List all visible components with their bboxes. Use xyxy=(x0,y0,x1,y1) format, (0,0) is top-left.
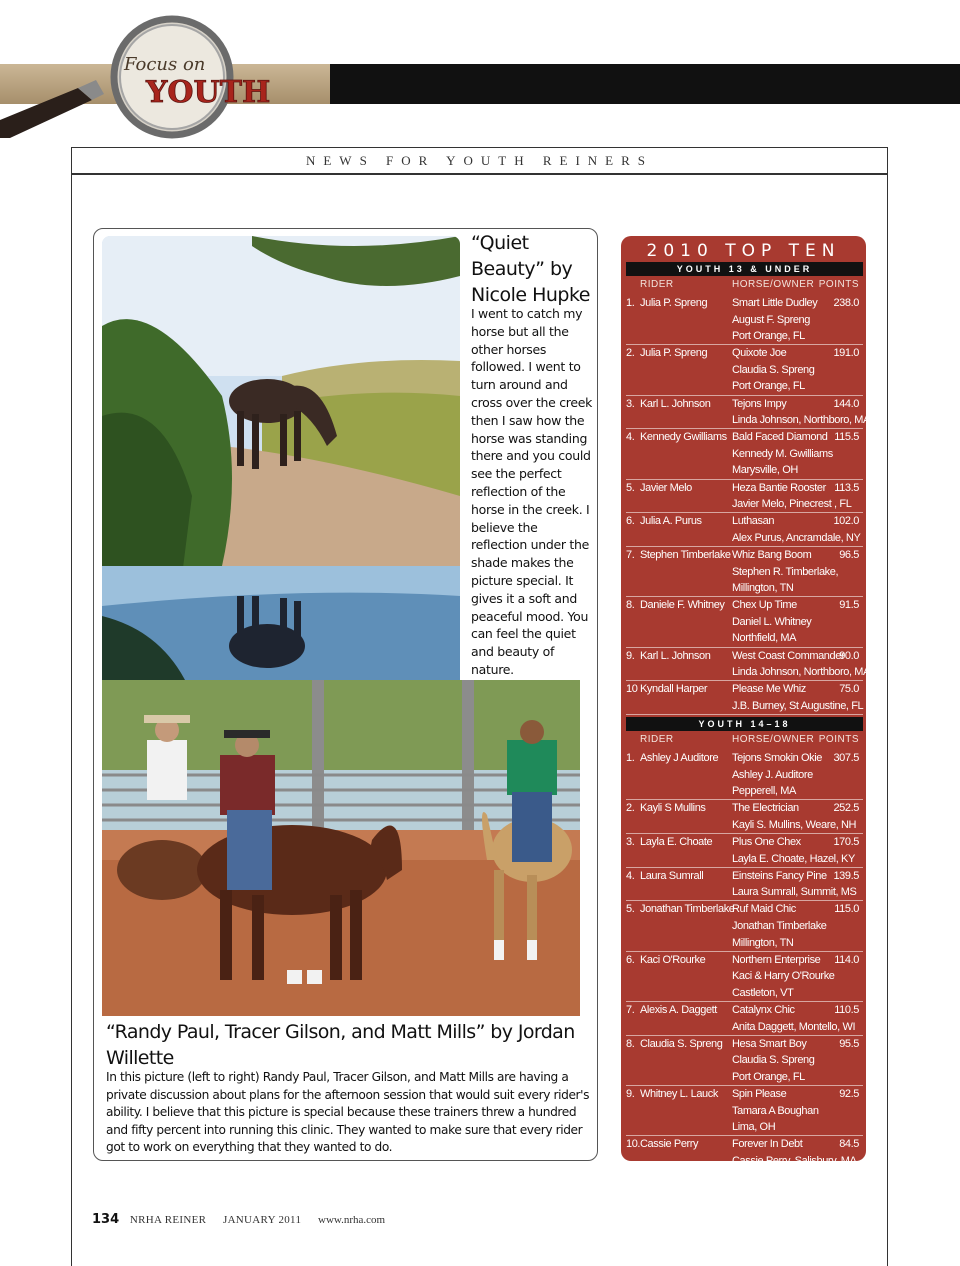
logo-main-text: YOUTH xyxy=(146,75,271,110)
standing-points: 191.0 xyxy=(833,347,859,360)
standing-rank: 6. xyxy=(626,515,635,528)
standing-rider: Ashley J Auditore xyxy=(640,752,719,764)
standing-rider: Julia P. Spreng xyxy=(640,347,708,360)
standing-horse: Luthasan xyxy=(732,515,775,528)
standing-owner-line: Anita Daggett, Montello, WI xyxy=(732,1020,856,1033)
story1-body: I went to catch my horse but all the other horses followed. I went to turn around and cross over the creek then I saw how the horse was standing there and you could see the perfect reflection of the horse in the creek. I believe the reflection under the shade makes the picture special. It gives it a soft and peaceful mood. You can feel the quiet and beauty of nature. xyxy=(471,306,593,677)
standing-owner-line: Layla E. Choate, Hazel, KY xyxy=(732,852,855,865)
frame-header-rule xyxy=(71,173,888,175)
column-points: POINTS xyxy=(818,279,859,290)
standing-owner-line: Alex Purus, Ancramdale, NY xyxy=(732,531,861,544)
standing-horse: Tejons Smokin Okie xyxy=(732,752,823,764)
standing-points: 115.0 xyxy=(834,903,859,916)
standing-row xyxy=(626,952,863,1002)
standing-owner-line: Kennedy M. Gwilliams xyxy=(732,447,833,460)
standing-row xyxy=(626,396,870,430)
standing-points: 91.5 xyxy=(839,599,859,612)
frame-top-rule xyxy=(71,147,888,148)
standing-row xyxy=(626,295,863,345)
standing-rank: 8. xyxy=(626,599,635,612)
standing-owner-line: Javier Melo, Pinecrest , FL xyxy=(732,498,852,511)
standing-horse: Tejons Impy xyxy=(732,397,787,410)
standing-rider: Julia A. Purus xyxy=(640,515,702,528)
standing-rider: Javier Melo xyxy=(640,481,692,494)
standing-row xyxy=(626,648,870,682)
standing-points: 75.0 xyxy=(839,683,859,696)
standing-row xyxy=(626,1036,863,1086)
top-ten-title: 2010 TOP TEN xyxy=(646,241,841,261)
standing-horse: Hesa Smart Boy xyxy=(732,1037,807,1050)
story2-body: In this picture (left to right) Randy Paul, Tracer Gilson, and Matt Mills are having a private discussion about plans for the afternoon session that would suit every rider's ability. I believe that this picture is special because these trainers threw a hundred and fifty percent into running this clinic. They wanted to make sure that every rider got to work on everything that they wanted to do. xyxy=(106,1070,590,1154)
standing-rider: Whitney L. Lauck xyxy=(640,1088,718,1100)
standing-horse: The Electrician xyxy=(732,802,799,815)
standing-owner-line: Marysville, OH xyxy=(732,464,798,477)
standing-rider: Layla E. Choate xyxy=(640,836,713,848)
standing-horse: Quixote Joe xyxy=(732,347,787,360)
standing-horse: Heza Bantie Rooster xyxy=(732,481,826,494)
standing-points: 144.0 xyxy=(833,397,859,410)
standing-rank: 1. xyxy=(626,297,635,309)
page-footer xyxy=(92,1212,385,1227)
standing-rider: Stephen Timberlake xyxy=(640,549,731,561)
standing-rank: 4. xyxy=(626,431,635,444)
standing-owner-line: Linda Johnson, Northboro, MA xyxy=(732,666,870,679)
standing-rank: 3. xyxy=(626,836,635,848)
standing-owner-line: Claudia S. Spreng xyxy=(732,1054,815,1067)
standing-row xyxy=(626,750,863,800)
standing-owner-line: Millington, TN xyxy=(732,936,794,949)
standing-owner-line: Daniel L. Whitney xyxy=(732,615,812,628)
standing-rider: Cassie Perry xyxy=(640,1138,699,1151)
standing-owner-line: Pepperell, MA xyxy=(732,785,796,798)
standing-points: 95.5 xyxy=(839,1037,859,1050)
standing-owner-line: Linda Johnson, Northboro, MA xyxy=(732,414,870,427)
standing-points: 102.0 xyxy=(833,515,859,528)
standing-rank: 2. xyxy=(626,802,635,815)
frame-right-rule xyxy=(887,147,888,1266)
standing-rank: 4. xyxy=(626,869,635,882)
standing-owner-line: Port Orange, FL xyxy=(732,380,805,393)
magazine-name: NRHA REINER xyxy=(129,1214,207,1226)
story2-title: “Randy Paul, Tracer Gilson, and Matt Mills” by Jordan Willette xyxy=(106,1021,575,1069)
standing-rank: 10. xyxy=(626,1138,641,1151)
standing-owner-line: Millington, TN xyxy=(732,582,794,595)
standing-points: 252.5 xyxy=(833,802,859,815)
column-horse-owner: HORSE/OWNER xyxy=(732,734,815,745)
standing-points: 113.5 xyxy=(834,481,859,494)
standing-rider: Daniele F. Whitney xyxy=(640,599,725,612)
photo-horse-at-creek xyxy=(102,236,460,728)
standing-owner-line: Cassie Perry, Salisbury, MA xyxy=(732,1154,857,1167)
photo-trainers-in-arena xyxy=(102,680,580,1016)
standing-owner-line: Port Orange, FL xyxy=(732,1070,805,1083)
standing-horse: Please Me Whiz xyxy=(732,683,806,696)
standing-row xyxy=(626,429,863,479)
standing-horse: Forever In Debt xyxy=(732,1138,803,1151)
standing-row xyxy=(626,800,863,834)
focus-on-youth-logo xyxy=(0,10,330,140)
frame-left-rule xyxy=(71,147,72,1266)
standing-points: 238.0 xyxy=(833,297,859,309)
standing-rider: Karl L. Johnson xyxy=(640,649,711,662)
standing-points: 170.5 xyxy=(833,836,859,848)
standing-owner-line: Port Orange, FL xyxy=(732,330,805,343)
standing-horse: Northern Enterprise xyxy=(732,953,821,966)
standing-points: 92.5 xyxy=(839,1088,859,1100)
logo-script-text: Focus on xyxy=(124,54,206,75)
standing-horse: West Coast Commander xyxy=(732,649,845,662)
standing-points: 110.5 xyxy=(834,1004,859,1016)
standing-owner-line: Stephen R. Timberlake, xyxy=(732,565,839,578)
division-header: YOUTH 13 & UNDER xyxy=(626,262,863,276)
column-rider: RIDER xyxy=(640,279,674,290)
standing-rank: 5. xyxy=(626,903,635,916)
standing-rider: Julia P. Spreng xyxy=(640,297,708,309)
standing-horse: Spin Please xyxy=(732,1088,787,1100)
standing-points: 90.0 xyxy=(839,649,859,662)
standing-owner-line: Claudia S. Spreng xyxy=(732,363,815,376)
standing-horse: Chex Up Time xyxy=(732,599,797,612)
standing-rank: 7. xyxy=(626,549,635,561)
standing-owner-line: Jonathan Timberlake xyxy=(732,919,827,932)
column-rider: RIDER xyxy=(640,734,674,745)
standing-rider: Laura Sumrall xyxy=(640,869,704,882)
issue-date: JANUARY 2011 xyxy=(222,1214,302,1226)
standing-rider: Kayli S Mullins xyxy=(640,802,706,815)
column-headers xyxy=(626,278,863,292)
standing-row xyxy=(626,513,863,547)
standing-rider: Alexis A. Daggett xyxy=(640,1004,717,1016)
standing-rider: Jonathan Timberlake xyxy=(640,903,735,916)
standing-points: 139.5 xyxy=(833,869,859,882)
standing-rank: 5. xyxy=(626,481,635,494)
standing-row xyxy=(626,345,863,395)
website-url: www.nrha.com xyxy=(318,1214,386,1226)
standing-points: 115.5 xyxy=(834,431,859,444)
standing-rank: 8. xyxy=(626,1037,635,1050)
standing-rank: 6. xyxy=(626,953,635,966)
column-headers xyxy=(626,733,863,747)
column-horse-owner: HORSE/OWNER xyxy=(732,279,815,290)
standing-row xyxy=(626,901,863,951)
standing-points: 114.0 xyxy=(834,953,859,966)
standing-owner-line: J.B. Burney, St Augustine, FL xyxy=(732,699,864,712)
standing-owner-line: Laura Sumrall, Summit, MS xyxy=(732,886,857,899)
story1-title: “Quiet Beauty” by Nicole Hupke xyxy=(471,232,590,306)
standing-owner-line: August F. Spreng xyxy=(732,313,810,326)
standing-row xyxy=(626,681,863,715)
standing-rider: Claudia S. Spreng xyxy=(640,1037,723,1050)
standing-horse: Einsteins Fancy Pine xyxy=(732,869,827,882)
standing-rank: 7. xyxy=(626,1004,635,1016)
standing-points: 84.5 xyxy=(839,1138,859,1151)
standing-rider: Kennedy Gwilliams xyxy=(640,431,727,444)
standing-rank: 9. xyxy=(626,649,635,662)
standing-owner-line: Ashley J. Auditore xyxy=(732,768,813,781)
standing-row xyxy=(626,547,863,597)
standing-rank: 2. xyxy=(626,347,635,360)
standing-horse: Whiz Bang Boom xyxy=(732,549,812,561)
standing-rider: Kaci O'Rourke xyxy=(640,953,706,966)
standing-owner-line: Lima, OH xyxy=(732,1121,776,1134)
page-number: 134 xyxy=(92,1212,120,1227)
standing-rider: Kyndall Harper xyxy=(640,683,708,696)
standing-row xyxy=(626,1136,863,1170)
standing-owner-line: Tamara A Boughan xyxy=(732,1104,819,1117)
column-points: POINTS xyxy=(818,734,859,745)
standing-rank: 10 xyxy=(626,683,638,696)
standing-owner-line: Castleton, VT xyxy=(732,986,794,999)
standing-points: 96.5 xyxy=(839,549,859,561)
top-ten-panel xyxy=(621,236,870,1167)
standing-horse: Bald Faced Diamond xyxy=(732,431,828,444)
standing-horse: Smart Little Dudley xyxy=(732,297,818,309)
standing-rank: 1. xyxy=(626,752,635,764)
standing-owner-line: Kayli S. Mullins, Weare, NH xyxy=(732,818,857,831)
standing-owner-line: Northfield, MA xyxy=(732,632,797,645)
division-header: YOUTH 14–18 xyxy=(626,717,863,731)
standing-points: 307.5 xyxy=(833,752,859,764)
standing-row xyxy=(626,834,863,868)
standing-rank: 3. xyxy=(626,397,635,410)
standing-horse: Catalynx Chic xyxy=(732,1004,795,1016)
standing-horse: Plus One Chex xyxy=(732,836,801,848)
section-label: NEWS FOR YOUTH REINERS xyxy=(305,153,654,168)
standing-row xyxy=(626,597,863,647)
standing-rank: 9. xyxy=(626,1088,635,1100)
standing-row xyxy=(626,480,863,514)
standing-row xyxy=(626,1002,863,1036)
standing-row xyxy=(626,868,863,902)
standing-owner-line: Kaci & Harry O'Rourke xyxy=(732,970,835,983)
standing-horse: Ruf Maid Chic xyxy=(732,903,796,916)
standing-row xyxy=(626,1086,863,1136)
standing-rider: Karl L. Johnson xyxy=(640,397,711,410)
